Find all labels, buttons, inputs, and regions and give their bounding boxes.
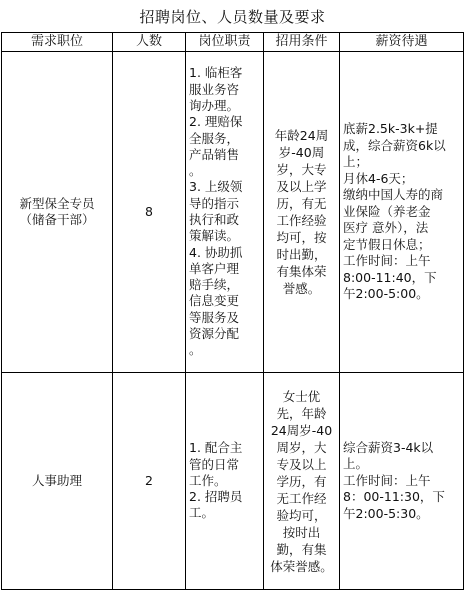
header-salary: 薪资待遇 — [340, 33, 464, 52]
header-position: 需求职位 — [2, 33, 113, 52]
duties-cell — [186, 373, 264, 590]
count-cell — [113, 373, 186, 590]
position-cell — [2, 52, 113, 373]
salary-cell — [340, 373, 464, 590]
position-cell — [2, 373, 113, 590]
count-text: 8 — [145, 203, 153, 219]
table-row — [2, 373, 464, 590]
conditions-cell — [264, 52, 340, 373]
salary-text: 综合薪资3-4k以 上。 工作时间：上午 8：00-11:30，下 午2:00-5:30。 — [343, 439, 445, 521]
page-title: 招聘岗位、人员数量及要求 — [139, 8, 326, 26]
duties-text: 1. 配合主 管的日常 工作。 2. 招聘员 工。 — [189, 440, 243, 521]
recruitment-table — [1, 32, 464, 590]
header-duties: 岗位职责 — [186, 33, 264, 52]
salary-cell — [340, 52, 464, 373]
count-text: 2 — [145, 472, 153, 488]
count-cell — [113, 52, 186, 373]
duties-text: 1. 临柜客 服业务咨 询办理。 2. 理赔保 全服务， 产品销售 。 3. 上级领 导的指示 执行和政 策解读。 4. 协助抓 单客户理 赔手续， 信息变更 等服务及 资源分配 。 — [189, 65, 243, 358]
table-header-row — [2, 33, 464, 52]
position-text: 新型保全专员 （储备干部） — [19, 195, 95, 227]
header-count: 人数 — [113, 33, 186, 52]
conditions-cell — [264, 373, 340, 590]
conditions-text: 年龄24周 岁-40周 岁，大专 及以上学 历，有无 工作经验 均可，按 时出勤， 有集体荣 誉感。 — [274, 128, 329, 296]
salary-text: 底薪2.5k-3k+提 成，综合薪资6k以 上； 月休4-6天； 缴纳中国人寿的商 业保险（养老金 医疗 意外），法 定节假日休息； 工作时间：上午 8:00-11:40，下 午2:00-5:00。 — [343, 121, 446, 302]
header-conditions: 招用条件 — [264, 33, 340, 52]
table-row — [2, 52, 464, 373]
conditions-text: 女士优 先，年龄 24周岁-40 周岁，大 专及以上 学历，有 无工作经 验均可， 按时出 勤，有集 体荣誉感。 — [270, 388, 333, 574]
duties-cell — [186, 52, 264, 373]
position-text: 人事助理 — [31, 472, 82, 488]
